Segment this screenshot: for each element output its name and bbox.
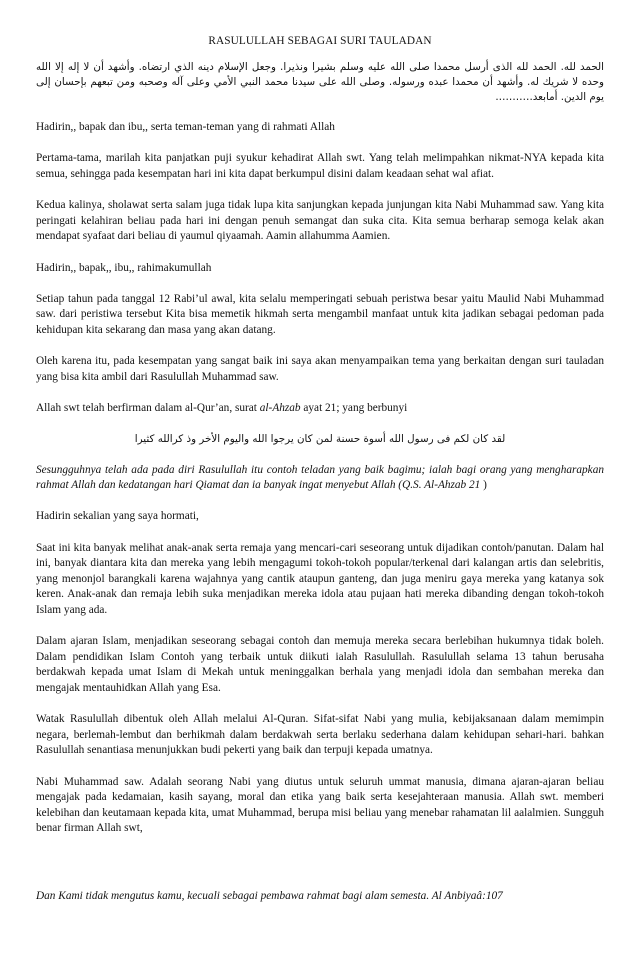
paragraph-9: Nabi Muhammad saw. Adalah seorang Nabi yang diutus untuk seluruh ummat manusia, dimana ajaran-ajaran beliau mengajak pada kedamaian, kasih sayang, moral dan etika yang baik serta kesejahteraan manusia. Allah swt. memberi kelebihan dan keutamaan kepada kita, umat Muhammad, berupa misi beliau yang menebar rahamatan lil aalalmien. Sungguh benar firman Allah swt,: [36, 775, 604, 835]
verse-arabic: لقد كان لكم فى رسول الله أسوة حسنة لمن كان يرجوا الله واليوم الأخر وذ كرالله كثيرا: [134, 433, 506, 446]
verse-translation-close: ): [480, 479, 487, 492]
paragraph-3: Setiap tahun pada tanggal 12 Rabi’ul awal, kita selalu memperingati sebuah peristwa besar yaitu Maulid Nabi Muhammad saw. dari peristiwa tersebut Kita bisa memetik hikmah serta mengambil manfaat untuk kita jadikan sebagai pedoman pada kehidupan kita sekarang dan masa yang akan datang.: [36, 292, 604, 336]
arabic-opening: [36, 60, 604, 105]
greeting-3: Hadirin sekalian yang saya hormati,: [36, 510, 199, 523]
arabic-opening-text: الحمد لله. الحمد لله الذى أرسل محمدا صلى الله عليه وسلم بشيرا ونذيرا. وجعل الإسلام دينه الذي ارتضاه. وأشهد أن لا إله إلا الله وحده لا شريك له. وأشهد أن محمدا عبده ورسوله. وصلى الله على سيدنا محمد النبي الأمي وعلى آله وصحبه ومن تبعهم بإحسان إلى يوم الدين. أمابعد.: [36, 60, 604, 103]
greeting-1: Hadirin,, bapak dan ibu,, serta teman-teman yang di rahmati Allah: [36, 121, 335, 134]
closing-verse: Dan Kami tidak mengutus kamu, kecuali sebagai pembawa rahmat bagi alam semesta. Al Anbiyaâ:107: [36, 889, 503, 902]
surah-name: al-Ahzab: [259, 401, 301, 414]
verse-translation-text: Sesungguhnya telah ada pada diri Rasulullah itu contoh teladan yang baik bagimu; ialah bagi orang yang mengharapkan rahmat Allah dan kedatangan hari Qiamat dan ia banyak ingat menyebut Allah (: [36, 463, 604, 492]
paragraph-8: Watak Rasulullah dibentuk oleh Allah melalui Al-Quran. Sifat-sifat Nabi yang mulia, kebijaksanaan dalam memimpin negara, berlemah-lembut dan berhikmah dalam berdakwah serta berlaku sederhana dalam kehidupan sehari-hari. bahkan Rasulullah senantiasa menunjukkan budi pekerti yang baik dan terpuji kepada umatnya.: [36, 713, 604, 757]
paragraph-5-suffix: ayat 21; yang berbunyi: [300, 401, 408, 414]
verse-reference: Q.S. Al-Ahzab 21: [402, 479, 481, 492]
paragraph-5-prefix: Allah swt telah berfirman dalam al-Qur’an, surat: [36, 401, 260, 414]
paragraph-4: Oleh karena itu, pada kesempatan yang sangat baik ini saya akan menyampaikan tema yang berkaitan dengan suri tauladan yang bisa kita ambil dari Rasulullah Muhammad saw.: [36, 355, 604, 383]
paragraph-1: Pertama-tama, marilah kita panjatkan puji syukur kehadirat Allah swt. Yang telah melimpahkan nikmat-NYA kepada kita semua, sehingga pada kesempatan hari ini kita dapat berkumpul disini dalam keadaan sehat wal afiat.: [36, 152, 604, 180]
document-title: RASULULLAH SEBAGAI SURI TAULADAN: [208, 35, 432, 47]
paragraph-2: Kedua kalinya, sholawat serta salam juga tidak lupa kita sanjungkan kepada junjungan kita Nabi Muhammad saw. Yang kita peringati kelahiran beliau pada hari ini dengan penuh semangat dan suka cita. Kita semua berharap semoga kelak akan mendapat syafaat dari beliau di yaumul qiyaamah. Aamin allahumma Aamien.: [36, 199, 604, 243]
paragraph-7: Dalam ajaran Islam, menjadikan seseorang sebagai contoh dan memuja mereka secara berlebihan hukumnya tidak boleh. Dalam pendidikan Islam Contoh yang terbaik untuk diikuti ialah Rasulullah. Rasulullah selama 13 tahun berusaha berdakwah kepada umat Islam di Mekah untuk meninggalkan berhala yang menjadi idola dan sembahan mereka dan mengajak mentauhidkan Allah yang Esa.: [36, 635, 604, 694]
verse-translation: [36, 463, 604, 494]
paragraph-5: [36, 401, 604, 417]
greeting-2: Hadirin,, bapak,, ibu,, rahimakumullah: [36, 261, 212, 274]
arabic-opening-dots: ……….: [495, 90, 530, 103]
paragraph-6: Saat ini kita banyak melihat anak-anak serta remaja yang mencari-cari seseorang untuk dijadikan contoh/panutan. Dalam hal ini, banyak diantara kita dan mereka yang lebih mengagumi tokoh-tokoh popular/terkenal dari kalangan artis dan selebritis, yang menonjol barangkali karena wajahnya yang cantik ataupun ganteng, dan juga meniru gaya mereka yang katanya sok keren. Anak-anak dan remaja lebih suka menjadikan mereka idola atau pujaan hati mereka dibanding dengan tokoh-tokoh Islam yang ada.: [36, 541, 604, 616]
